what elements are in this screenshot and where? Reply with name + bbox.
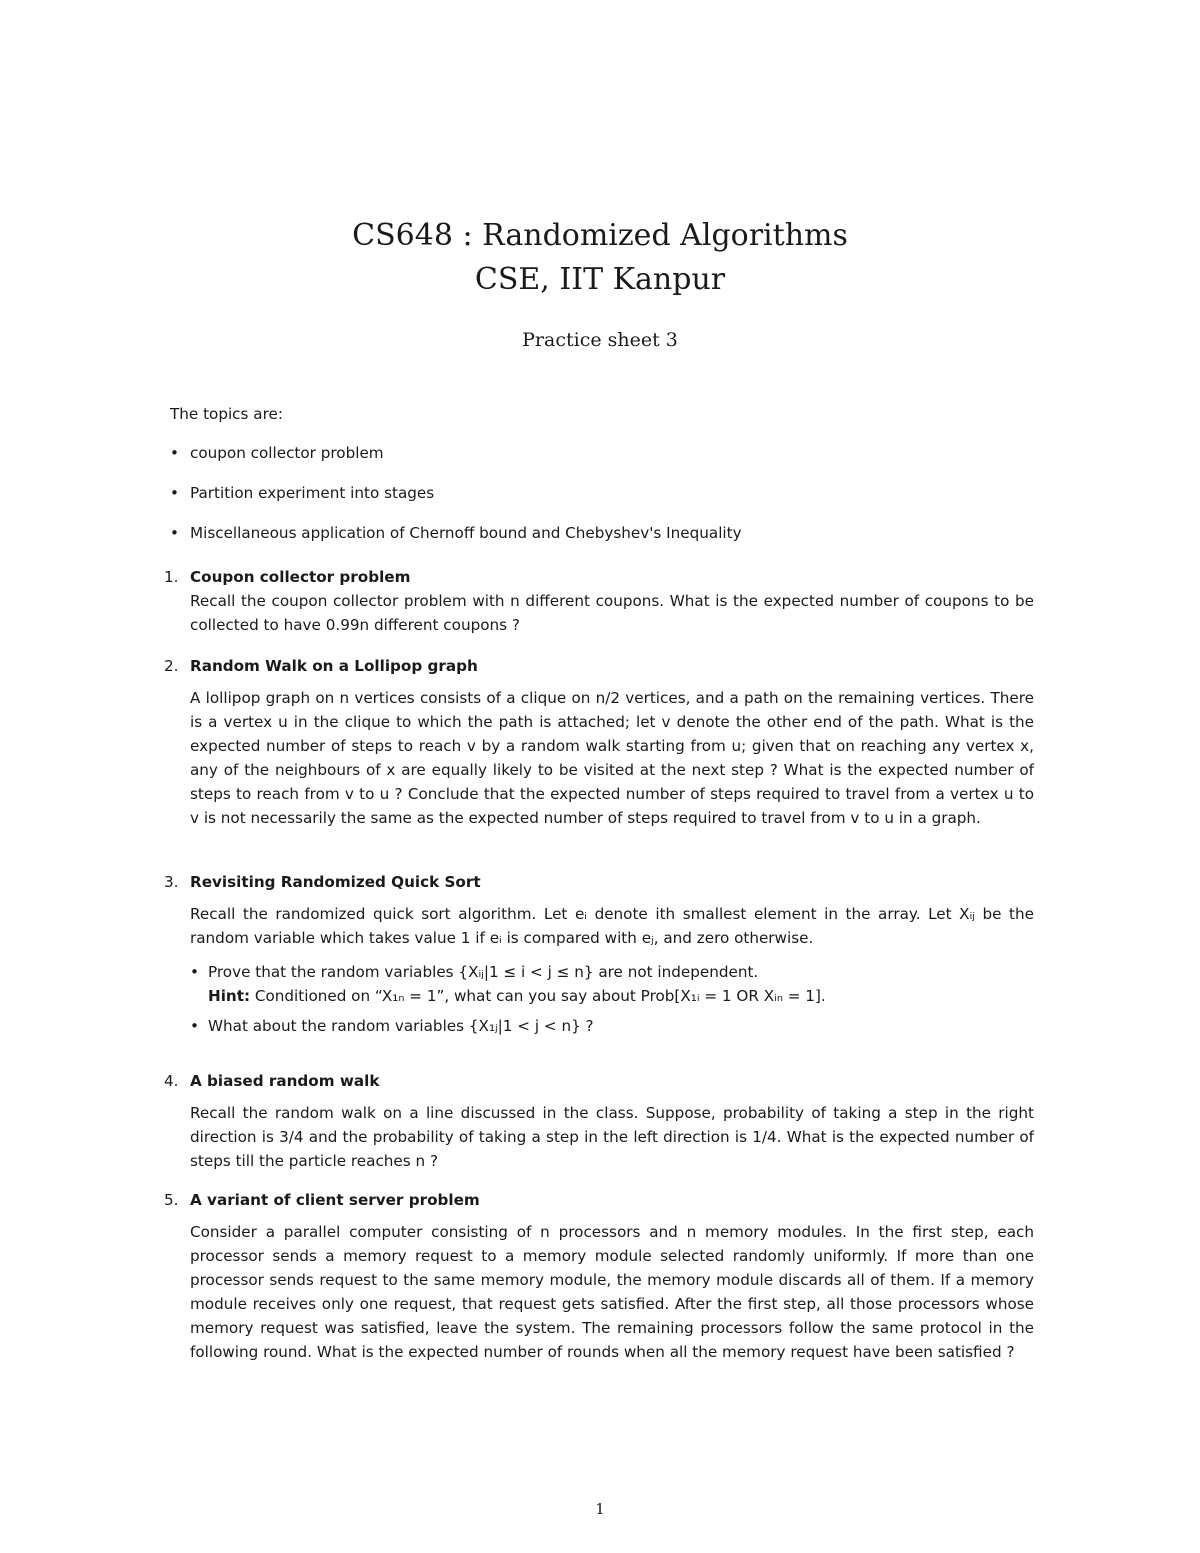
bullet-icon: • bbox=[190, 1017, 199, 1035]
question-body: Recall the randomized quick sort algorithm. Let eᵢ denote ith smallest element in the array. Let Xᵢⱼ be the random variable which takes value 1 if eᵢ is compared with eⱼ, and zero otherwise. bbox=[190, 905, 1034, 947]
question-body: Consider a parallel computer consisting of n processors and n memory modules. In the first step, each processor sends a memory request to a memory module selected randomly uniformly. If more than one processor sends request to the same memory module, the memory module discards all of them. If a memory module receives only one request, that request gets satisfied. After the first step, all those processors whose memory request was satisfied, leave the system. The remaining processors follow the same protocol in the following round. What is the expected number of rounds when all the memory request have been satisfied ? bbox=[190, 1223, 1034, 1361]
question-4 bbox=[164, 1069, 1034, 1173]
question-body: A lollipop graph on n vertices consists of a clique on n/2 vertices, and a path on the remaining vertices. There is a vertex u in the clique to which the path is attached; let v denote the other end of the path. What is the expected number of steps to reach v by a random walk starting from u; given that on reaching any vertex x, any of the neighbours of x are equally likely to be visited at the next step ? What is the expected number of steps to reach from v to u ? Conclude that the expected number of steps required to travel from a vertex u to v is not necessarily the same as the expected number of steps required to travel from v to u in a graph. bbox=[190, 689, 1034, 827]
topics-list bbox=[170, 441, 1050, 561]
sub-question-item bbox=[190, 960, 1034, 1008]
topic-item bbox=[170, 441, 1050, 481]
sub-question-item bbox=[190, 1014, 1034, 1038]
question-title: Coupon collector problem bbox=[190, 568, 411, 586]
question-5 bbox=[164, 1188, 1034, 1364]
topic-item bbox=[170, 521, 1050, 561]
question-heading bbox=[164, 565, 1034, 589]
question-body: Recall the coupon collector problem with n different coupons. What is the expected number of coupons to be collected to have 0.99n different coupons ? bbox=[190, 592, 1034, 634]
question-number: 5. bbox=[164, 1191, 179, 1209]
question-number: 2. bbox=[164, 657, 179, 675]
page-number: 1 bbox=[595, 1500, 605, 1518]
question-heading bbox=[164, 1188, 1034, 1212]
topic-text: Miscellaneous application of Chernoff bound and Chebyshev's Inequality bbox=[190, 524, 742, 542]
topic-text: coupon collector problem bbox=[190, 444, 384, 462]
question-1 bbox=[164, 565, 1034, 637]
bullet-icon: • bbox=[190, 963, 199, 981]
question-heading bbox=[164, 870, 1034, 894]
course-title: CS648 : Randomized Algorithms bbox=[352, 218, 848, 253]
sheet-subtitle: Practice sheet 3 bbox=[522, 329, 678, 351]
institution-title: CSE, IIT Kanpur bbox=[474, 262, 726, 297]
question-title: Revisiting Randomized Quick Sort bbox=[190, 873, 481, 891]
question-heading bbox=[164, 1069, 1034, 1093]
question-2 bbox=[164, 654, 1034, 830]
question-title: A biased random walk bbox=[190, 1072, 380, 1090]
question-title: Random Walk on a Lollipop graph bbox=[190, 657, 478, 675]
question-heading bbox=[164, 654, 1034, 678]
question-number: 1. bbox=[164, 568, 179, 586]
bullet-icon: • bbox=[170, 444, 179, 462]
hint-text: Conditioned on “X₁ₙ = 1”, what can you say about Prob[X₁ᵢ = 1 OR Xᵢₙ = 1]. bbox=[254, 987, 826, 1005]
topics-intro: The topics are: bbox=[170, 405, 283, 423]
hint-line bbox=[208, 984, 1034, 1008]
topic-text: Partition experiment into stages bbox=[190, 484, 435, 502]
question-3 bbox=[164, 870, 1034, 1044]
sub-question-list bbox=[190, 960, 1034, 1038]
bullet-icon: • bbox=[170, 524, 179, 542]
topic-item bbox=[170, 481, 1050, 521]
question-body: Recall the random walk on a line discussed in the class. Suppose, probability of taking a step in the right direction is 3/4 and the probability of taking a step in the left direction is 1/4. What is the expected number of steps till the particle reaches n ? bbox=[190, 1104, 1034, 1170]
question-number: 3. bbox=[164, 873, 179, 891]
sub-question-text: Prove that the random variables {Xᵢⱼ|1 ≤ i < j ≤ n} are not independent. bbox=[208, 963, 759, 981]
bullet-icon: • bbox=[170, 484, 179, 502]
title-block bbox=[0, 214, 1200, 302]
hint-label: Hint: bbox=[208, 987, 251, 1005]
question-title: A variant of client server problem bbox=[190, 1191, 480, 1209]
sub-question-text: What about the random variables {X₁ⱼ|1 < j < n} ? bbox=[208, 1017, 594, 1035]
question-number: 4. bbox=[164, 1072, 179, 1090]
